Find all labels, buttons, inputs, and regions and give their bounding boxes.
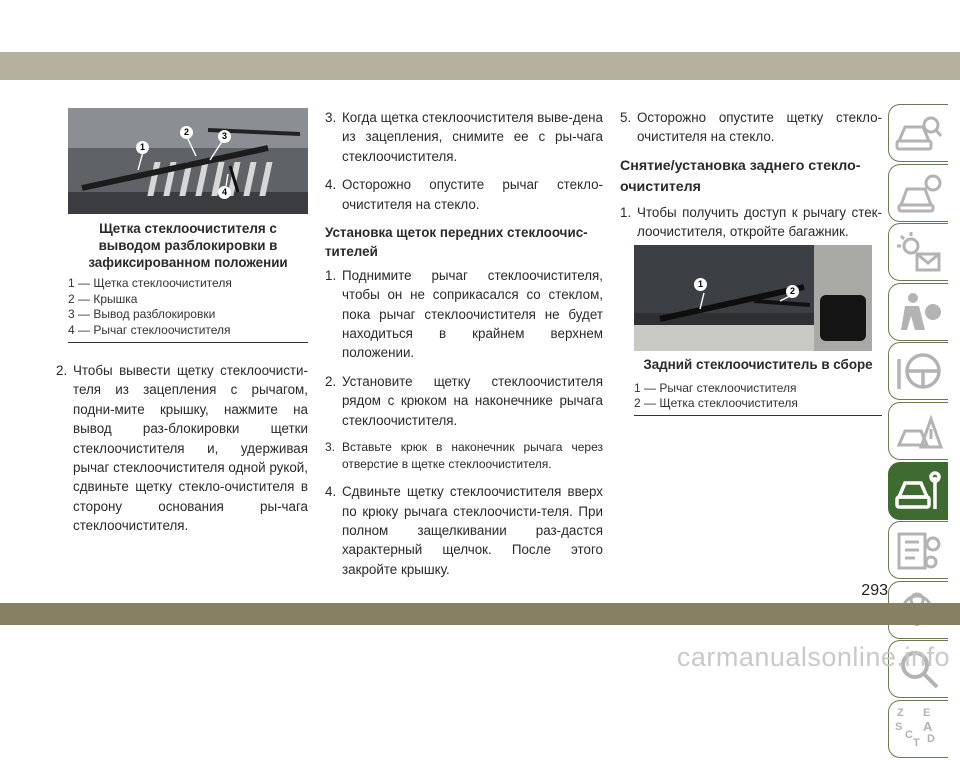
rear-wiper-figure-title: Задний стеклоочиститель в сборе	[643, 356, 873, 372]
step-5-remove	[620, 108, 882, 147]
car-service-icon[interactable]	[888, 462, 948, 520]
rear-step-1	[620, 203, 882, 242]
index-letter: Z	[897, 706, 904, 719]
step-text: Установите щетку стеклоочистителя рядом с крюком на наконечнике рычага стеклоочистителя.	[342, 373, 603, 428]
step-number: 4.	[325, 484, 337, 500]
language-index-icon[interactable]	[888, 700, 948, 758]
step-text: Когда щетка стеклоочистителя выве-дена из зацепления, снимите ее с ры-чага стеклоочистителя.	[342, 110, 603, 164]
legend-item: 4 — Рычаг стеклоочистителя	[68, 322, 231, 337]
legend-item: 1 — Щетка стеклоочистителя	[68, 276, 232, 290]
install-front-heading: Установка щеток передних стеклоочис-тителей	[325, 225, 588, 260]
step-number: 1.	[325, 267, 337, 283]
maintenance-list-icon[interactable]	[888, 521, 948, 579]
callout-1: 1	[136, 141, 149, 154]
car-dashboard-icon[interactable]	[888, 164, 948, 222]
install-step-2	[325, 372, 603, 430]
callout-3: 3	[218, 130, 231, 143]
index-letter: C	[905, 728, 913, 741]
front-wiper-figure-title: Щетка стеклоочистителя с выводом разблокировки в зафиксированном положении	[88, 221, 288, 270]
bottom-band	[0, 603, 960, 625]
front-wiper-photo	[68, 108, 308, 214]
legend-item: 3 — Вывод разблокировки	[68, 307, 216, 321]
step-text: Чтобы получить доступ к рычагу стек-лоочистителя, откройте багажник.	[637, 204, 882, 240]
car-search-icon[interactable]	[888, 104, 948, 162]
legend-item: 2 — Крышка	[68, 291, 138, 306]
steering-wheel-icon[interactable]	[888, 342, 948, 400]
rear-wiper-illustration	[634, 245, 872, 351]
step-number: 4.	[325, 177, 337, 193]
roadside-warning-icon[interactable]	[888, 402, 948, 460]
callout-4: 4	[218, 186, 231, 199]
legend-item: 1 — Рычаг стеклоочистителя	[634, 380, 797, 395]
legend-divider	[634, 415, 882, 416]
step-text: Поднимите рычаг стеклоочистителя, чтобы он не соприкасался со стеклом, пока рычаг стеклоочистителя не будет находиться в крайнем верхнем положении.	[342, 267, 603, 361]
warning-lights-icon[interactable]	[888, 223, 948, 281]
page-number: 293	[861, 582, 888, 599]
install-step-1	[325, 266, 603, 363]
callout-1: 1	[694, 278, 707, 291]
install-step-4	[325, 482, 603, 579]
rear-wiper-photo	[634, 245, 872, 351]
rear-wiper-heading: Снятие/установка заднего стекло-очистителя	[620, 157, 861, 195]
step-number: 3.	[325, 110, 337, 125]
step-number: 5.	[620, 110, 632, 125]
step-text: Чтобы вывести щетку стеклоочисти-теля из зацепления с рычагом, подни-мите крышку, нажмите на вывод раз-блокировки щетки стеклоочистителя и, удерживая рычаг стеклоочистителя одной рукой, сдвиньте щетку стекло-очистителя в сторону основания ры-чага стеклоочистителя.	[73, 363, 308, 534]
install-step-3	[325, 439, 603, 473]
rear-wiper-legend	[620, 381, 882, 412]
front-wiper-legend	[56, 276, 308, 338]
step-4-remove	[325, 175, 603, 214]
column-1	[56, 108, 308, 536]
column-2	[325, 108, 603, 579]
step-number: 1.	[620, 204, 632, 220]
callout-2: 2	[180, 126, 193, 139]
step-number: 2.	[325, 373, 337, 389]
index-letter: D	[927, 732, 935, 745]
step-number: 3.	[325, 440, 336, 455]
step-2-remove	[56, 361, 308, 536]
step-text: Вставьте крюк в наконечник рычага через отверстие в щетке стеклоочистителя.	[342, 440, 603, 472]
step-text: Осторожно опустите рычаг стекло-очистителя на стекло.	[342, 177, 603, 212]
step-3-remove	[325, 108, 603, 166]
index-letter: T	[913, 736, 920, 749]
front-wiper-illustration	[68, 108, 308, 214]
top-band	[0, 52, 960, 80]
step-number: 2.	[56, 363, 68, 378]
index-letter: A	[923, 718, 933, 734]
index-letter: E	[923, 706, 931, 719]
callout-2: 2	[786, 285, 799, 298]
watermark: carmanualsonline.info	[676, 642, 950, 672]
legend-item: 2 — Щетка стеклоочистителя	[634, 396, 798, 411]
step-text: Осторожно опустите щетку стекло-очистителя на стекло.	[637, 110, 882, 145]
safety-airbag-icon[interactable]	[888, 283, 948, 341]
index-letter: S	[895, 720, 903, 733]
column-3	[620, 108, 882, 416]
step-text: Сдвиньте щетку стеклоочистителя вверх по крюку рычага стеклоочисти-теля. При полном защелкивании раз-дастся характерный щелчок. После этого закройте крышку.	[342, 484, 603, 577]
